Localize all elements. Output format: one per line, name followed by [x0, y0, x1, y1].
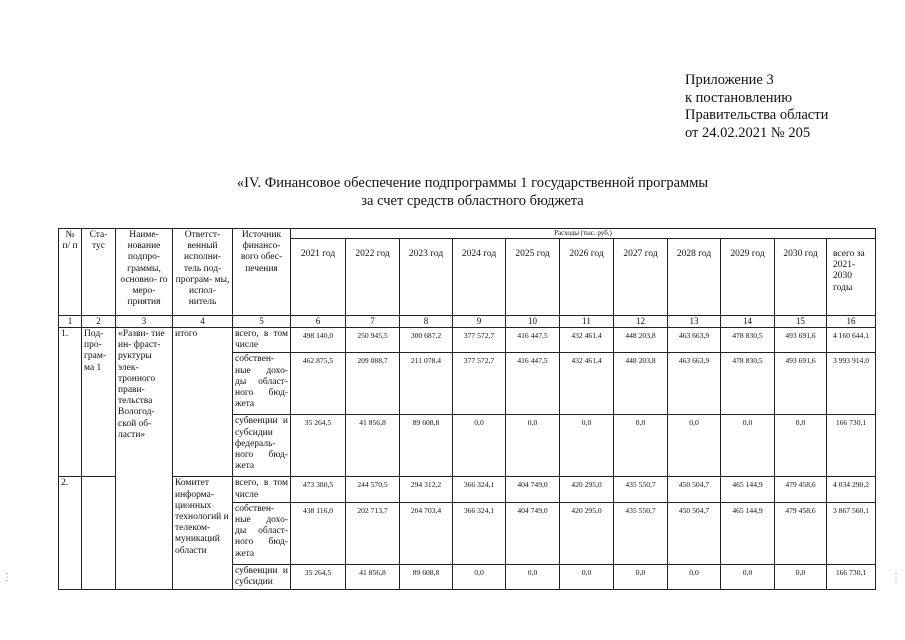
value-cell: 463 663,9	[668, 328, 721, 353]
scan-edge-mark-right: ⋮	[891, 572, 903, 583]
value-cell: 435 550,7	[614, 477, 668, 502]
value-cell: 35 264,5	[291, 564, 346, 589]
value-cell: 41 856,8	[346, 415, 400, 477]
value-cell: 465 144,9	[721, 502, 775, 564]
value-cell: 479 458,6	[775, 477, 827, 502]
value-cell: 366 324,1	[453, 502, 506, 564]
index-cell: 10	[506, 316, 560, 328]
index-cell: 16	[827, 316, 876, 328]
value-cell: 0,0	[560, 415, 614, 477]
value-cell: 473 380,5	[291, 477, 346, 502]
index-cell: 7	[346, 316, 400, 328]
value-cell: 0,0	[453, 415, 506, 477]
index-cell: 11	[560, 316, 614, 328]
value-cell: 420 295,0	[560, 502, 614, 564]
value-cell: 300 687,2	[400, 328, 453, 353]
index-cell: 8	[400, 316, 453, 328]
header-name: Наиме- нование подпро- граммы, основно- го меро- приятия	[116, 229, 173, 316]
row-number: 2.	[59, 477, 82, 590]
source-own-revenue: собствен- ные дохо- ды област- ного бюд- жета	[233, 502, 291, 564]
header-source: Источник финансо- вого обес- печения	[233, 229, 291, 316]
value-cell: 366 324,1	[453, 477, 506, 502]
value-cell: 0,0	[560, 564, 614, 589]
value-cell: 420 295,0	[560, 477, 614, 502]
value-cell: 404 749,0	[506, 477, 560, 502]
source-total: всего, в том числе	[233, 477, 291, 502]
column-index-row	[59, 316, 876, 328]
value-cell: 448 203,8	[614, 353, 668, 415]
value-cell: 479 458,6	[775, 502, 827, 564]
value-cell: 0,0	[506, 415, 560, 477]
value-cell: 450 504,7	[668, 477, 721, 502]
year-header: 2021 год	[291, 239, 346, 316]
year-header: 2023 год	[400, 239, 453, 316]
appendix-line: Правительства области	[685, 107, 829, 123]
header-expenses: Расходы (тыс. руб.)	[291, 229, 876, 239]
value-cell: 35 264,5	[291, 415, 346, 477]
value-cell: 89 608,8	[400, 564, 453, 589]
header-responsible: Ответст- венный исполни- тель под- програм- мы, испол- нитель	[173, 229, 233, 316]
year-header: 2022 год	[346, 239, 400, 316]
appendix-header	[685, 72, 828, 142]
index-cell: 12	[614, 316, 668, 328]
index-cell: 6	[291, 316, 346, 328]
value-cell: 493 691,6	[775, 328, 827, 353]
source-federal-subsidies: субвенции и субсидии	[233, 564, 291, 589]
source-total: всего, в том числе	[233, 328, 291, 353]
table-row	[59, 477, 876, 502]
value-cell: 0,0	[775, 564, 827, 589]
appendix-line: от 24.02.2021 № 205	[685, 124, 811, 141]
document-title	[200, 174, 745, 210]
value-cell: 435 550,7	[614, 502, 668, 564]
value-cell: 166 730,1	[827, 564, 876, 589]
appendix-line: к постановлению	[685, 89, 793, 106]
header-status: Ста- тус	[82, 229, 116, 316]
source-own-revenue: собствен- ные дохо- ды област- ного бюд- жета	[233, 353, 291, 415]
value-cell: 462 875,5	[291, 353, 346, 415]
year-header: 2027 год	[614, 239, 668, 316]
index-cell: 2	[82, 316, 116, 328]
row-status: Под- про- грам- ма 1	[82, 328, 116, 477]
header-num: № п/ п	[59, 229, 82, 316]
value-cell: 0,0	[721, 564, 775, 589]
value-cell: 404 749,0	[506, 502, 560, 564]
source-federal-subsidies: субвенции и субсидии федераль- ного бюд- жета	[233, 415, 291, 477]
value-cell: 416 447,5	[506, 328, 560, 353]
value-cell: 478 830,5	[721, 328, 775, 353]
value-cell: 202 713,7	[346, 502, 400, 564]
value-cell: 209 088,7	[346, 353, 400, 415]
value-cell: 4 034 290,2	[827, 477, 876, 502]
year-header: 2024 год	[453, 239, 506, 316]
year-header: 2028 год	[668, 239, 721, 316]
value-cell: 493 691,6	[775, 353, 827, 415]
program-name: «Разви- тие ин- фраст- руктуры элек- тронного прави- тельства Вологод- ской об- ласти»	[116, 328, 173, 590]
value-cell: 438 116,0	[291, 502, 346, 564]
value-cell: 0,0	[453, 564, 506, 589]
year-header: 2025 год	[506, 239, 560, 316]
index-cell: 13	[668, 316, 721, 328]
index-cell: 4	[173, 316, 233, 328]
index-cell: 14	[721, 316, 775, 328]
scan-edge-mark-left: ⋮	[2, 572, 14, 583]
value-cell: 204 703,4	[400, 502, 453, 564]
value-cell: 0,0	[506, 564, 560, 589]
value-cell: 0,0	[721, 415, 775, 477]
value-cell: 3 993 914,0	[827, 353, 876, 415]
value-cell: 3 867 560,1	[827, 502, 876, 564]
index-cell: 3	[116, 316, 173, 328]
value-cell: 294 312,2	[400, 477, 453, 502]
index-cell: 1	[59, 316, 82, 328]
value-cell: 448 203,8	[614, 328, 668, 353]
value-cell: 250 945,5	[346, 328, 400, 353]
value-cell: 432 461,4	[560, 328, 614, 353]
value-cell: 89 608,8	[400, 415, 453, 477]
value-cell: 498 140,0	[291, 328, 346, 353]
index-cell: 5	[233, 316, 291, 328]
appendix-line: Приложение 3	[685, 72, 774, 88]
title-line: «IV. Финансовое обеспечение подпрограммы 1 государственной программы	[236, 175, 709, 191]
value-cell: 377 572,7	[453, 353, 506, 415]
year-header: 2029 год	[721, 239, 775, 316]
value-cell: 465 144,9	[721, 477, 775, 502]
value-cell: 377 572,7	[453, 328, 506, 353]
index-cell: 15	[775, 316, 827, 328]
year-header: 2030 год	[775, 239, 827, 316]
value-cell: 0,0	[668, 415, 721, 477]
value-cell: 0,0	[614, 415, 668, 477]
value-cell: 478 830,5	[721, 353, 775, 415]
row-status	[82, 477, 116, 590]
value-cell: 463 663,9	[668, 353, 721, 415]
table-row	[59, 328, 876, 353]
total-header: всего за 2021- 2030 годы	[827, 239, 876, 316]
value-cell: 166 730,1	[827, 415, 876, 477]
year-header: 2026 год	[560, 239, 614, 316]
title-line: за счет средств областного бюджета	[361, 193, 584, 209]
value-cell: 211 078,4	[400, 353, 453, 415]
value-cell: 0,0	[775, 415, 827, 477]
row-number: 1.	[59, 328, 82, 477]
value-cell: 432 461,4	[560, 353, 614, 415]
value-cell: 416 447,5	[506, 353, 560, 415]
responsible-executor: итого	[173, 328, 233, 477]
index-cell: 9	[453, 316, 506, 328]
value-cell: 4 160 644,1	[827, 328, 876, 353]
value-cell: 0,0	[668, 564, 721, 589]
value-cell: 244 570,5	[346, 477, 400, 502]
value-cell: 41 856,8	[346, 564, 400, 589]
value-cell: 450 504,7	[668, 502, 721, 564]
finance-table	[58, 228, 876, 590]
value-cell: 0,0	[614, 564, 668, 589]
responsible-executor: Комитет информа- ционных технологий и телеком- муникаций области	[173, 477, 233, 590]
